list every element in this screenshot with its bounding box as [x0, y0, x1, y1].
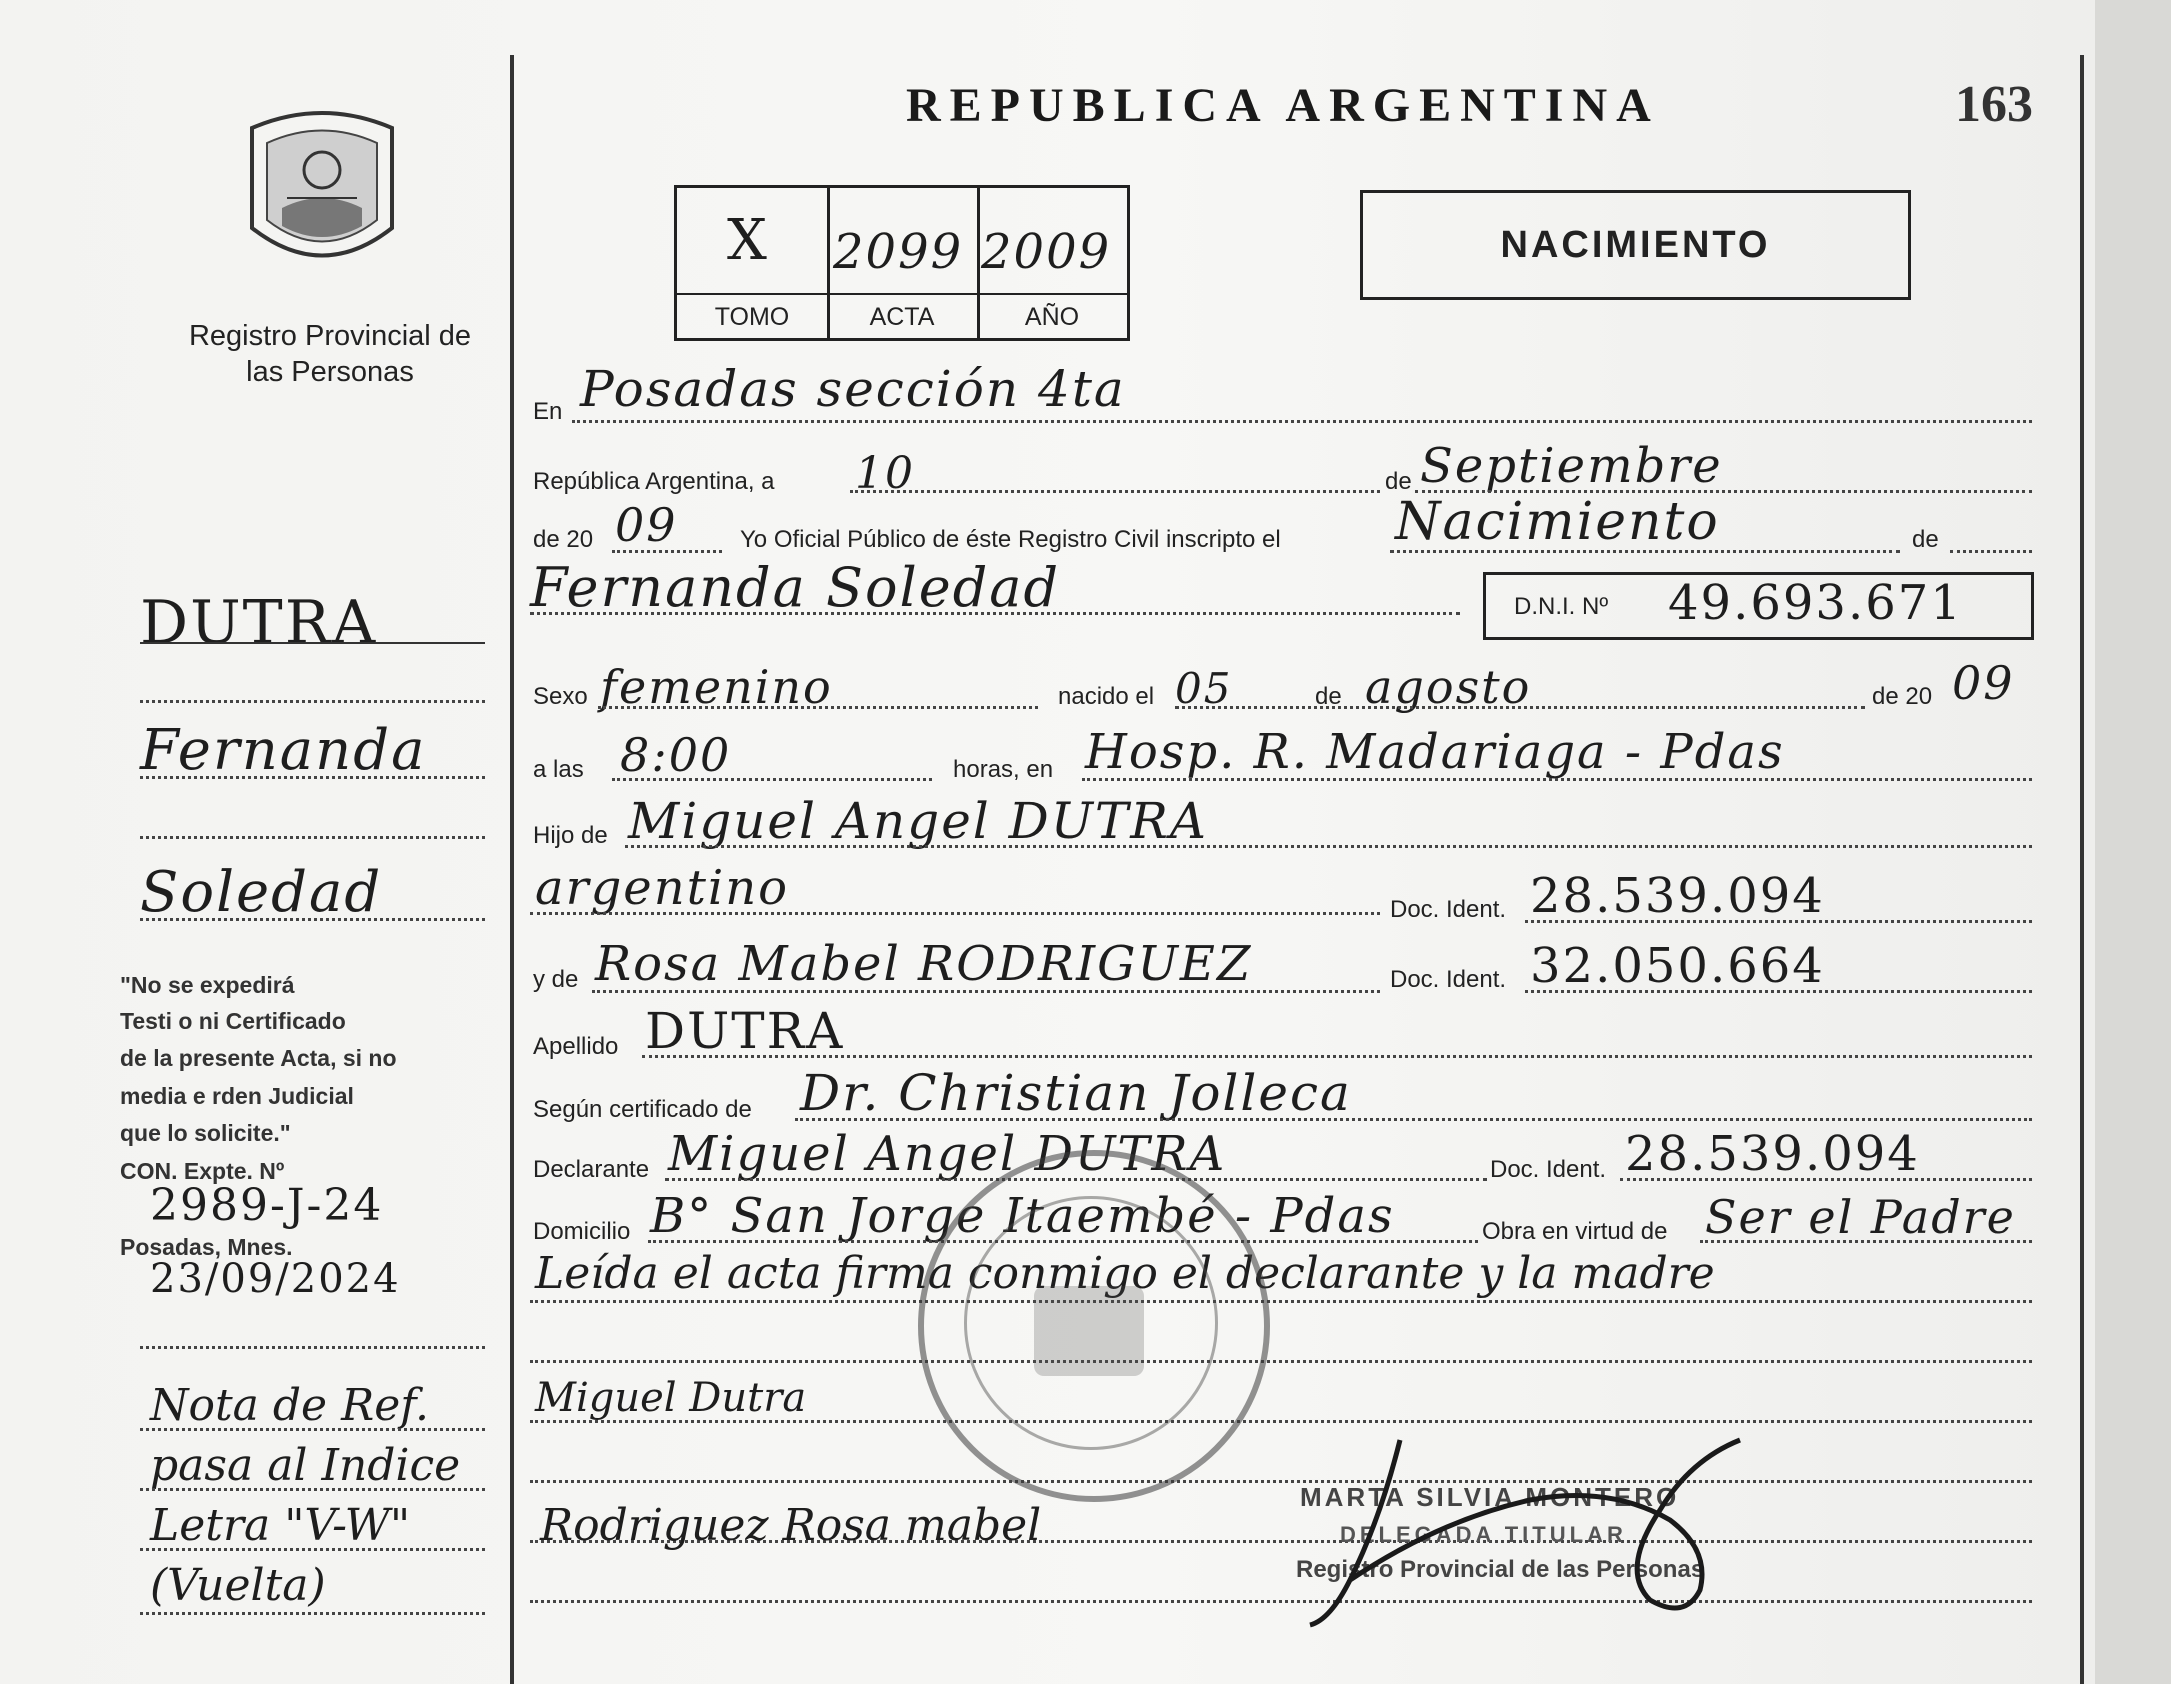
day-value: 10 [855, 448, 915, 499]
doc-ident-label-1: Doc. Ident. [1390, 896, 1507, 923]
padre-nac-line [530, 912, 1380, 915]
sexo-value: femenino [600, 660, 833, 714]
margin-dots-2 [140, 776, 485, 779]
obra-value: Ser el Padre [1705, 1190, 2016, 1244]
dni-label: D.N.I. Nº [1514, 593, 1609, 620]
margin-dots-3 [140, 836, 485, 839]
declarante-doc-line [1620, 1178, 2032, 1181]
firma-madre: Rodriguez Rosa mabel [540, 1500, 1042, 1551]
margin-note-l2: Testi o ni Certificado [120, 1008, 346, 1034]
padre-doc: 28.539.094 [1530, 868, 1825, 924]
right-border-rule [2080, 55, 2084, 1684]
domicilio-label: Domicilio [533, 1218, 631, 1245]
margin-dots-7 [140, 1488, 485, 1491]
padre-nac-value: argentino [535, 860, 790, 916]
nacido-month: agosto [1365, 660, 1532, 714]
en-value: Posadas sección 4ta [580, 360, 1126, 418]
oficial-label: Yo Oficial Público de éste Registro Civil inscripto el [740, 526, 1281, 553]
margin-fecha-value: 23/09/2024 [150, 1256, 401, 1302]
margin-dots-1 [140, 700, 485, 703]
de20-label: de 20 [1872, 683, 1933, 710]
margin-dots-4 [140, 918, 485, 921]
leida-line [530, 1300, 2032, 1303]
domicilio-value: B° San Jorge Itaembé - Pdas [650, 1188, 1395, 1244]
nacido-label: nacido el [1058, 683, 1155, 710]
oficial-name: MARTA SILVIA MONTERO [1300, 1482, 1680, 1512]
madre-doc: 32.050.664 [1530, 938, 1825, 994]
hora-value: 8:00 [620, 728, 732, 782]
dni-box [1483, 572, 2034, 640]
nombre-value: Fernanda Soledad [530, 556, 1061, 619]
margin-ref3: Letra "V-W" [150, 1500, 411, 1551]
doc-ident-label-2: Doc. Ident. [1390, 966, 1507, 993]
lugar-value: Hosp. R. Madariaga - Pdas [1085, 724, 1785, 780]
nacido-line [1175, 706, 1865, 709]
provincial-seal-logo [232, 108, 412, 283]
inscripto-line [1390, 550, 1900, 553]
de2-line [1950, 550, 2032, 553]
madre-line [592, 990, 1380, 993]
alas-label: a las [533, 756, 584, 783]
acta-value: 2099 [833, 224, 964, 280]
nombre-line [530, 612, 1460, 615]
apellido-label: Apellido [533, 1033, 619, 1060]
certificado-value: Dr. Christian Jolleca [800, 1064, 1352, 1122]
margin-dots-5 [140, 1346, 485, 1349]
dni-value: 49.693.671 [1668, 575, 1963, 631]
year-line [612, 550, 722, 553]
en-line [572, 420, 2032, 423]
horas-en-label: horas, en [953, 756, 1054, 783]
document-title: REPUBLICA ARGENTINA [906, 79, 1660, 132]
firma-declarante: Miguel Dutra [535, 1375, 807, 1421]
registry-name: Registro Provincial de las Personas [188, 320, 472, 388]
margin-note-l4: media e rden Judicial [120, 1083, 354, 1109]
margin-dots-6 [140, 1428, 485, 1431]
nacido-day: 05 [1175, 664, 1233, 713]
margin-nombre2: Soledad [140, 860, 383, 925]
blank-line-1 [530, 1360, 2032, 1363]
margin-ref1: Nota de Ref. [150, 1380, 429, 1431]
declarante-doc: 28.539.094 [1625, 1126, 1920, 1182]
de-label: de [1385, 468, 1412, 495]
oficial-org: Registro Provincial de las Personas [1296, 1556, 1705, 1583]
margin-lugar-label: Posadas, Mnes. [120, 1234, 293, 1260]
declarante-value: Miguel Angel DUTRA [668, 1126, 1227, 1182]
margin-ref2: pasa al Indice [150, 1440, 461, 1491]
margin-dots-8 [140, 1548, 485, 1551]
tomo-value: X [727, 208, 769, 273]
inscripto-value: Nacimiento [1395, 492, 1720, 552]
year-prefix-label: de 20 [533, 526, 594, 553]
anio-label: AÑO [1024, 303, 1080, 331]
apellido-line [642, 1055, 2032, 1058]
official-round-stamp [918, 1150, 1270, 1502]
blank-line-5 [530, 1600, 2032, 1603]
de-label-2: de [1912, 526, 1939, 553]
en-label: En [533, 398, 563, 425]
lugar-line [1082, 778, 2032, 781]
margin-ref4: (Vuelta) [150, 1560, 326, 1611]
de-label-3: de [1315, 683, 1342, 710]
certificado-line [795, 1118, 2032, 1121]
padre-line [625, 845, 2032, 848]
doc-ident-label-3: Doc. Ident. [1490, 1156, 1607, 1183]
margin-expte-label: CON. Expte. Nº [120, 1158, 285, 1184]
oficial-cargo: DELEGADA TITULAR [1340, 1522, 1627, 1547]
hijo-label: Hijo de [533, 822, 608, 849]
margin-expte-value: 2989-J-24 [150, 1180, 384, 1231]
folio-number: 163 [1955, 76, 2033, 133]
margin-note-l3: de la presente Acta, si no [120, 1045, 397, 1071]
month-value: Septiembre [1420, 438, 1723, 494]
tomo-label: TOMO [714, 303, 790, 331]
padre-value: Miguel Angel DUTRA [628, 792, 1208, 850]
oficial-signature [1290, 1430, 1790, 1630]
obra-label: Obra en virtud de [1482, 1218, 1668, 1245]
apellido-value: DUTRA [645, 1002, 845, 1060]
margin-line-1 [140, 642, 485, 644]
act-type-box: NACIMIENTO [1360, 190, 1911, 300]
obra-line [1700, 1240, 2032, 1243]
margin-nombre1: Fernanda [140, 718, 427, 783]
anio-value: 2009 [981, 224, 1112, 280]
margin-dots-9 [140, 1612, 485, 1615]
leida-value: Leída el acta firma conmigo el declarante y la madre [535, 1248, 1715, 1299]
sexo-line [598, 706, 1038, 709]
margin-note-l5: que lo solicite." [120, 1120, 291, 1146]
register-box [674, 185, 1130, 341]
declarante-label: Declarante [533, 1156, 650, 1183]
hora-line [612, 778, 932, 781]
blank-line-3 [530, 1480, 2032, 1483]
republica-label: República Argentina, a [533, 468, 775, 495]
yde-label: y de [533, 966, 579, 993]
day-line [850, 490, 1380, 493]
acta-label: ACTA [869, 303, 935, 331]
year-value: 09 [615, 498, 678, 552]
margin-note-l1: "No se expedirá [120, 972, 295, 998]
main-vertical-rule [510, 55, 514, 1684]
nacido-year: 09 [1952, 656, 2015, 710]
sexo-label: Sexo [533, 683, 588, 710]
madre-doc-line [1525, 990, 2032, 993]
certificado-label: Según certificado de [533, 1096, 752, 1123]
madre-value: Rosa Mabel RODRIGUEZ [595, 936, 1253, 992]
margin-apellido: DUTRA [140, 588, 378, 658]
padre-doc-line [1525, 920, 2032, 923]
